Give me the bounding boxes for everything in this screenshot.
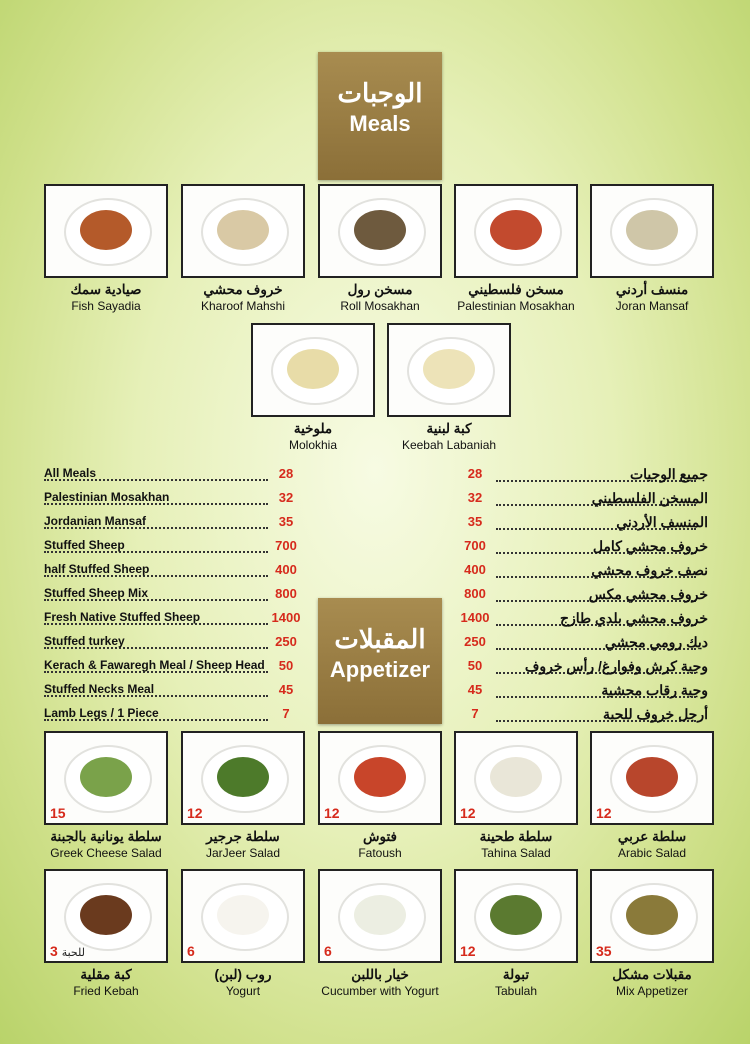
appetizer-card[interactable]: [44, 731, 168, 860]
price-row-label: خروف محشي كامل: [592, 538, 708, 554]
price-row-en: [44, 490, 306, 510]
price-row-ar: [456, 538, 708, 558]
dish-name-ar: خروف محشي: [203, 282, 283, 297]
price-row-label: جميع الوجبات: [629, 466, 708, 482]
price-row-value: 250: [275, 634, 297, 649]
appetizer-header: [318, 598, 442, 724]
appetizer-name-en: Tabulah: [494, 984, 538, 998]
appetizer-price: 15: [50, 805, 66, 821]
appetizer-name-ar: سلطة عربي: [617, 829, 687, 844]
appetizer-photo: [181, 869, 305, 963]
appetizer-card[interactable]: [590, 869, 714, 998]
price-row-ar: [456, 562, 708, 582]
appetizer-name-en: Tahina Salad: [481, 846, 551, 860]
dish-name-en: Kharoof Mahshi: [200, 299, 286, 313]
price-row-value: 28: [278, 466, 294, 481]
food-6: [423, 349, 475, 389]
meals-header-ar: الوجبات: [337, 78, 423, 108]
price-row-en: [44, 658, 306, 678]
appetizer-card[interactable]: [318, 731, 442, 860]
appetizer-card[interactable]: [181, 869, 305, 998]
price-row-label: All Meals: [44, 466, 97, 480]
dish-photo: [590, 184, 714, 278]
price-row-label: Lamb Legs / 1 Piece: [44, 706, 159, 720]
appetizer-food: [217, 895, 269, 935]
price-row-en: [44, 706, 306, 726]
dish-photo: [251, 323, 375, 417]
price-row-value: 800: [464, 586, 486, 601]
food-3: [490, 210, 542, 250]
price-row-ar: [456, 706, 708, 726]
appetizer-photo: [44, 731, 168, 825]
price-note: للحبة: [61, 947, 85, 959]
price-row-value: 7: [282, 706, 290, 721]
price-row-value: 7: [471, 706, 479, 721]
appetizer-price: 6: [187, 943, 195, 959]
price-row-en: [44, 538, 306, 558]
appetizer-food: [80, 757, 132, 797]
price-row-value: 32: [467, 490, 483, 505]
dish-name-ar: ملوخية: [293, 421, 333, 436]
appetizer-price: 12: [596, 805, 612, 821]
appetizer-food: [490, 757, 542, 797]
dish-name-en: Keebah Labaniah: [401, 438, 497, 452]
appetizer-name-ar: مقبلات مشكل: [612, 967, 692, 982]
dish-name-ar: مسخن فلسطيني: [468, 282, 564, 297]
price-row-label: Stuffed Sheep Mix: [44, 586, 149, 600]
appetizer-card[interactable]: [590, 731, 714, 860]
appetizer-food: [354, 895, 406, 935]
price-row-value: 250: [464, 634, 486, 649]
appetizer-photo: [454, 731, 578, 825]
food-4: [626, 210, 678, 250]
price-row-ar: [456, 466, 708, 486]
price-row-en: [44, 466, 306, 486]
appetizer-name-ar: سلطة طحينة: [479, 829, 553, 844]
price-row-ar: [456, 514, 708, 534]
dish-name-en: Fish Sayadia: [71, 299, 141, 313]
appetizer-food: [217, 757, 269, 797]
price-row-value: 1400: [460, 610, 490, 625]
appetizer-photo: [318, 869, 442, 963]
dish-card[interactable]: [454, 184, 578, 313]
price-row-label: Fresh Native Stuffed Sheep: [44, 610, 201, 624]
dish-card[interactable]: [387, 323, 511, 452]
price-row-label: Palestinian Mosakhan: [44, 490, 170, 504]
price-row-en: [44, 562, 306, 582]
dish-name-en: Molokhia: [288, 438, 338, 452]
price-row-ar: [456, 634, 708, 654]
appetizer-name-ar: تبولة: [502, 967, 530, 982]
appetizer-card[interactable]: [454, 731, 578, 860]
price-row-value: 400: [275, 562, 297, 577]
meals-header: [318, 52, 442, 180]
dish-name-en: Roll Mosakhan: [340, 299, 420, 313]
appetizer-photo: [318, 731, 442, 825]
price-row-en: [44, 610, 306, 630]
dish-name-ar: كبة لبنية: [426, 421, 472, 436]
appetizer-price: 12: [324, 805, 340, 821]
appetizer-card[interactable]: [318, 869, 442, 998]
price-row-value: 800: [275, 586, 297, 601]
appetizer-name-en: Mix Appetizer: [615, 984, 689, 998]
price-row-en: [44, 634, 306, 654]
appetizer-header-en: Appetizer: [329, 657, 431, 682]
price-row-label: ديك رومي محشي: [604, 634, 708, 650]
price-row-ar: [456, 490, 708, 510]
price-row-value: 28: [467, 466, 483, 481]
appetizer-food: [80, 895, 132, 935]
appetizer-name-ar: كبة مقلية: [80, 967, 132, 982]
appetizer-name-ar: سلطة يونانية بالجبنة: [50, 829, 162, 844]
appetizer-name-ar: سلطة جرجير: [206, 829, 280, 844]
appetizer-name-en: Fatoush: [358, 846, 402, 860]
appetizer-photo: [590, 869, 714, 963]
price-row-ar: [456, 610, 708, 630]
price-row-value: 32: [278, 490, 294, 505]
price-row-value: 50: [467, 658, 483, 673]
price-row-value: 400: [464, 562, 486, 577]
appetizer-price: 12: [187, 805, 203, 821]
price-row-value: 50: [278, 658, 294, 673]
dish-photo: [181, 184, 305, 278]
appetizer-food: [626, 895, 678, 935]
dish-card[interactable]: [44, 184, 168, 313]
appetizer-price: 6: [324, 943, 332, 959]
price-row-ar: [456, 682, 708, 702]
appetizer-price: 12: [460, 805, 476, 821]
dish-card[interactable]: [318, 184, 442, 313]
price-row-label: المسخن الفلسطيني: [591, 490, 708, 506]
appetizer-name-en: Arabic Salad: [617, 846, 687, 860]
appetizer-name-en: JarJeer Salad: [205, 846, 281, 860]
dish-photo: [454, 184, 578, 278]
appetizer-photo: [454, 869, 578, 963]
price-row-en: [44, 682, 306, 702]
price-row-value: 1400: [271, 610, 301, 625]
price-row-label: أرجل خروف للحبة: [602, 706, 708, 722]
price-row-label: Stuffed Necks Meal: [44, 682, 155, 696]
price-row-label: المنسف الأردني: [616, 514, 708, 530]
appetizer-card[interactable]: [44, 869, 168, 998]
dish-photo: [44, 184, 168, 278]
price-row-label: وجبة رقاب محشية: [601, 682, 708, 698]
appetizer-price: 35: [596, 943, 612, 959]
dish-name-en: Palestinian Mosakhan: [457, 299, 575, 313]
appetizer-food: [490, 895, 542, 935]
dish-name-ar: صيادية سمك: [70, 282, 142, 297]
dish-name-ar: مسخن رول: [347, 282, 413, 297]
appetizer-name-en: Fried Kebah: [73, 984, 139, 998]
appetizer-name-en: Greek Cheese Salad: [50, 846, 162, 860]
price-row-value: 45: [467, 682, 483, 697]
price-row-label: half Stuffed Sheep: [44, 562, 150, 576]
price-row-value: 700: [275, 538, 297, 553]
appetizer-price: 3 للحبة: [50, 943, 85, 959]
food-1: [217, 210, 269, 250]
price-row-en: [44, 514, 306, 534]
dish-name-ar: منسف أردني: [615, 282, 689, 297]
price-row-ar: [456, 658, 708, 678]
dish-photo: [318, 184, 442, 278]
price-row-en: [44, 586, 306, 606]
price-row-label: خروف محشي مكس: [588, 586, 708, 602]
price-row-value: 35: [278, 514, 294, 529]
price-row-label: نصف خروف محشي: [591, 562, 708, 578]
appetizer-price: 12: [460, 943, 476, 959]
appetizer-name-ar: خيار باللبن: [351, 967, 409, 982]
price-row-label: خروف محشي بلدي طازج: [559, 610, 708, 626]
price-row-label: Jordanian Mansaf: [44, 514, 147, 528]
dish-photo: [387, 323, 511, 417]
appetizer-photo: [590, 731, 714, 825]
food-0: [80, 210, 132, 250]
price-row-value: 700: [464, 538, 486, 553]
dish-card[interactable]: [251, 323, 375, 452]
dish-card[interactable]: [590, 184, 714, 313]
price-row-label: Stuffed Sheep: [44, 538, 125, 552]
price-row-value: 35: [467, 514, 483, 529]
appetizer-food: [354, 757, 406, 797]
appetizer-card[interactable]: [181, 731, 305, 860]
appetizer-photo: [44, 869, 168, 963]
price-row-label: Stuffed turkey: [44, 634, 125, 648]
price-row-ar: [456, 586, 708, 606]
meals-header-en: Meals: [349, 111, 411, 136]
price-row-value: 45: [278, 682, 294, 697]
appetizer-name-en: Cucumber with Yogurt: [321, 984, 439, 998]
price-row-label: وجبة كرش وفوارغ/ رأس خروف: [524, 658, 708, 674]
appetizer-name-ar: روب (لبن): [214, 967, 272, 982]
price-row-label: Kerach & Fawaregh Meal / Sheep Head: [44, 658, 265, 672]
appetizer-name-ar: فتوش: [363, 829, 397, 844]
appetizer-food: [626, 757, 678, 797]
appetizer-card[interactable]: [454, 869, 578, 998]
appetizer-header-ar: المقبلات: [334, 624, 426, 654]
dish-name-en: Joran Mansaf: [615, 299, 689, 313]
food-5: [287, 349, 339, 389]
food-2: [354, 210, 406, 250]
dish-card[interactable]: [181, 184, 305, 313]
appetizer-name-en: Yogurt: [225, 984, 261, 998]
appetizer-photo: [181, 731, 305, 825]
